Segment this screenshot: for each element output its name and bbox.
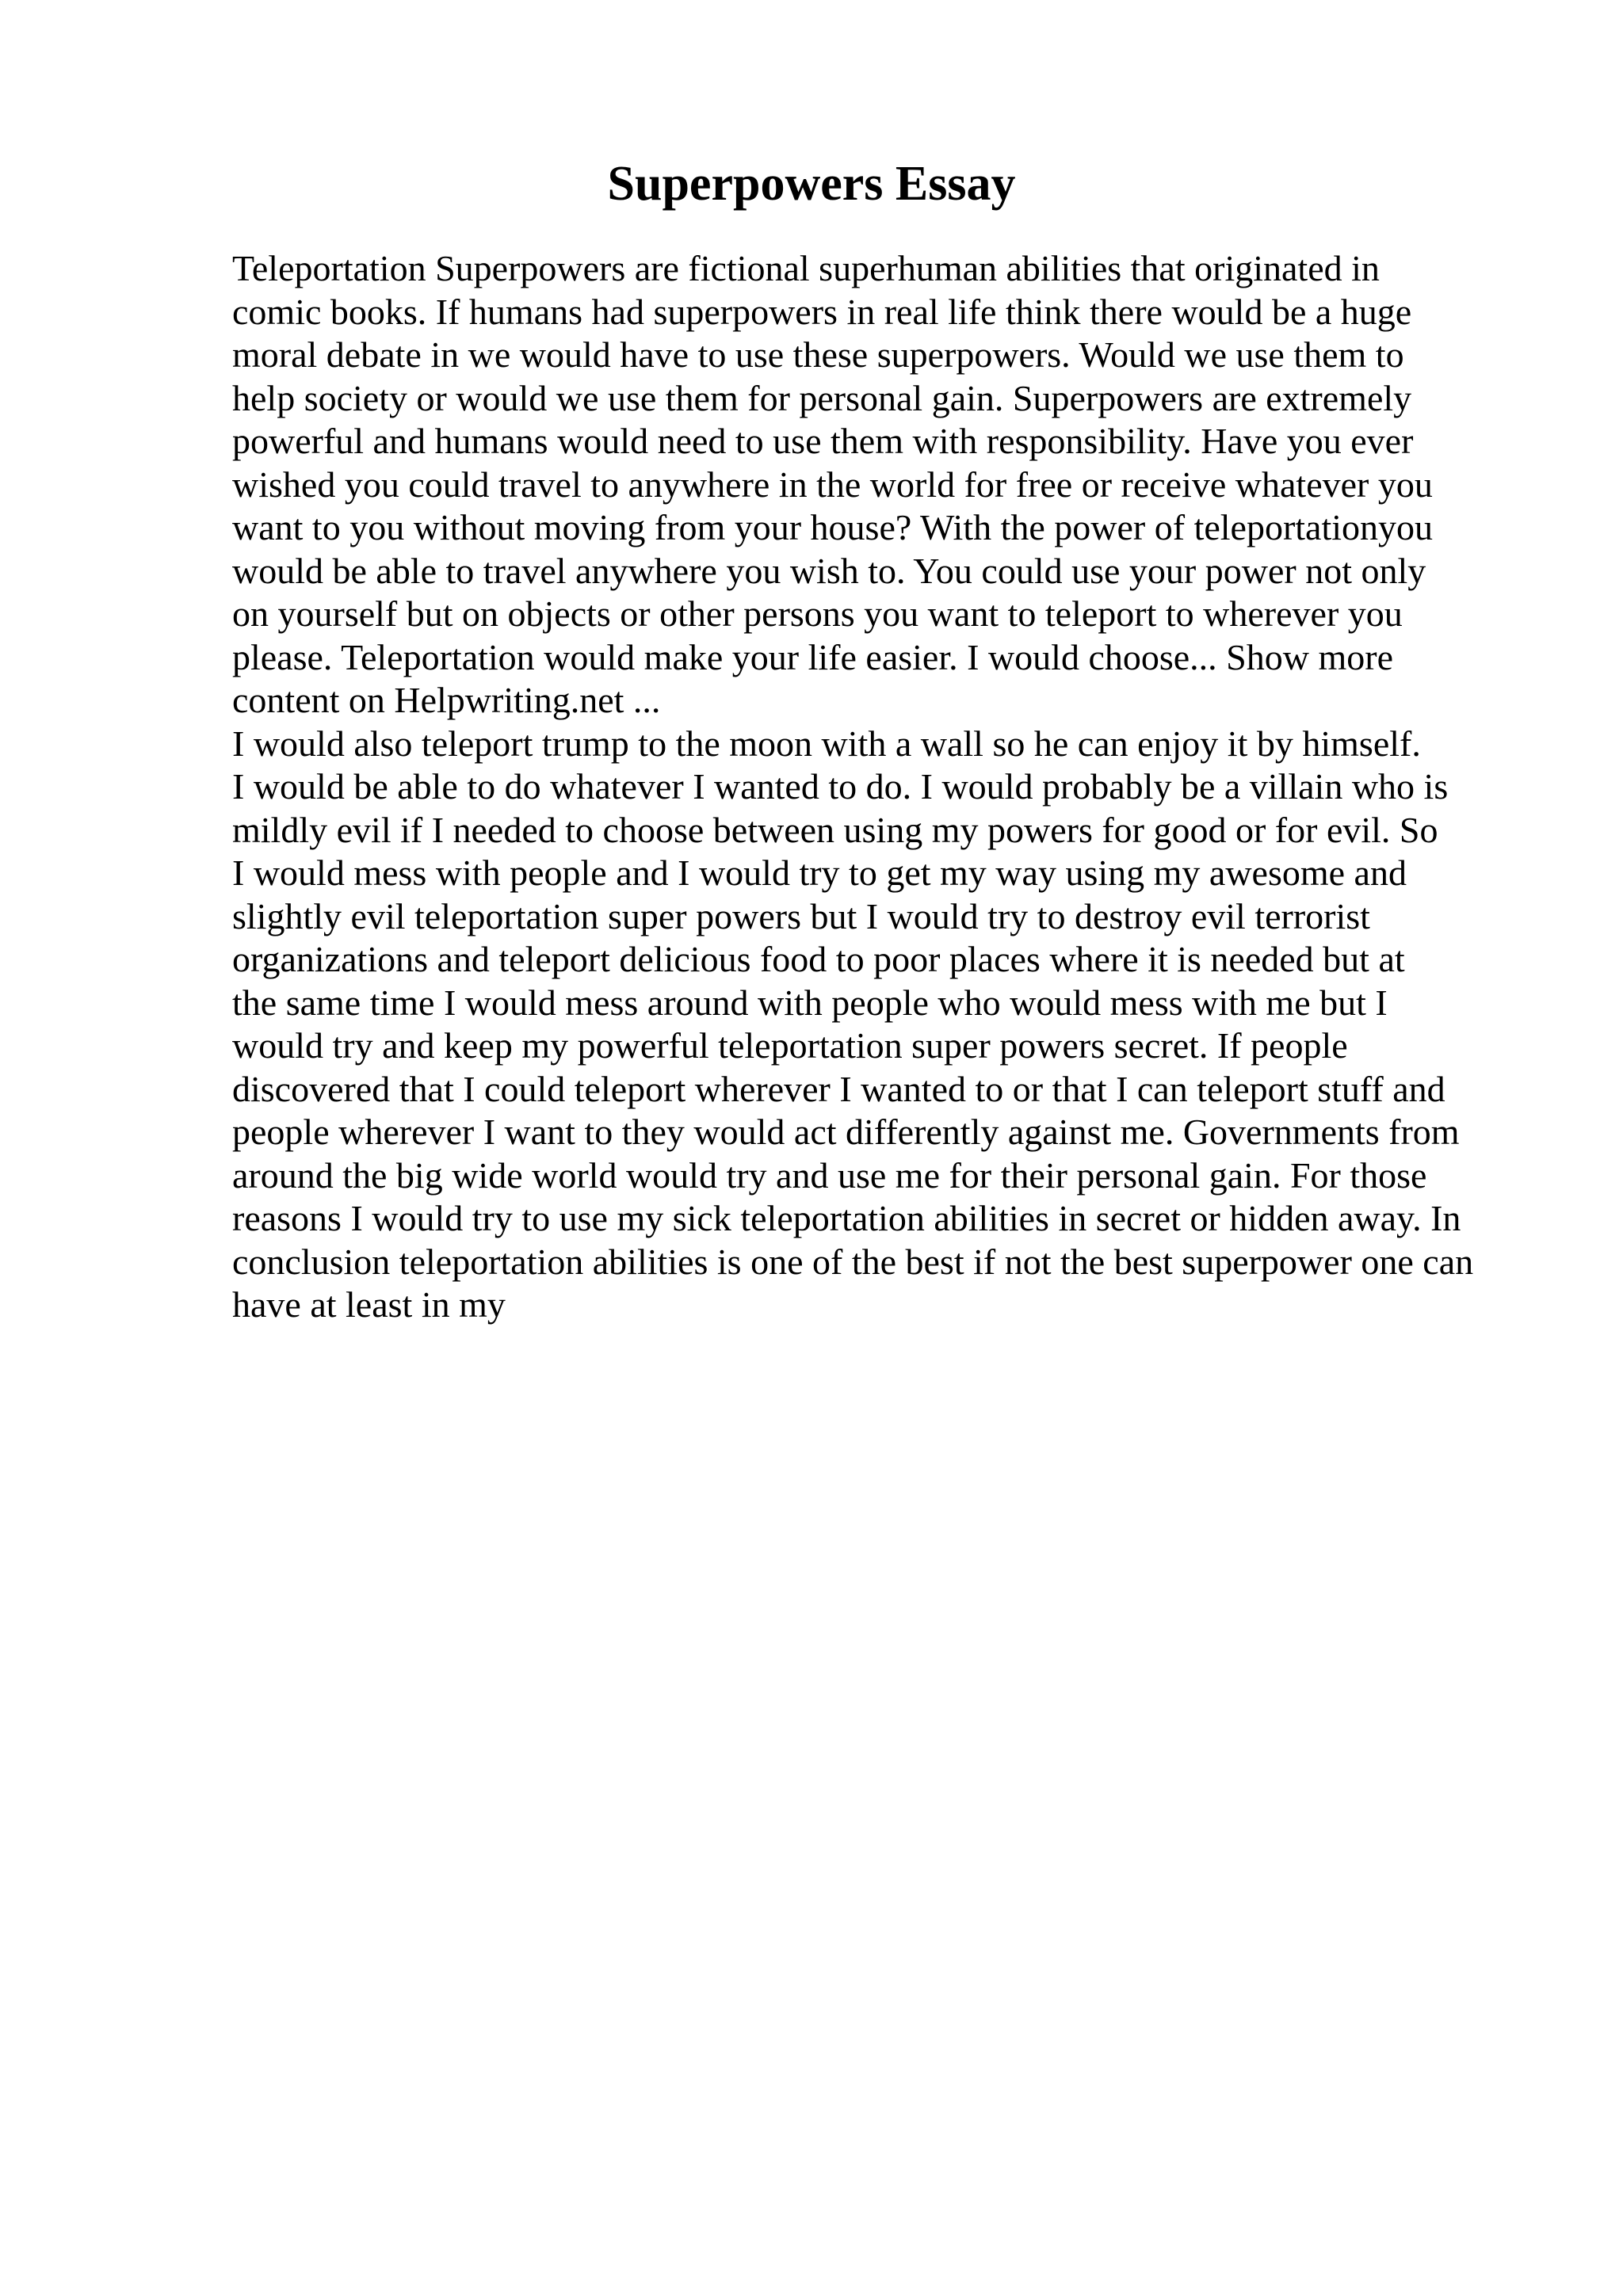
text-line: Teleportation Superpowers are fictional superhuman abilities that originated in <box>232 248 1380 288</box>
text-line: discovered that I could teleport wherever I wanted to or that I can teleport stuff and <box>232 1068 1445 1109</box>
text-line: I would also teleport trump to the moon with a wall so he can enjoy it by himself. <box>232 723 1421 764</box>
text-line: please. Teleportation would make your life easier. I would choose... Show more <box>232 636 1393 677</box>
text-line: I would mess with people and I would try to get my way using my awesome and <box>232 852 1407 893</box>
text-line: the same time I would mess around with people who would mess with me but I <box>232 982 1388 1023</box>
text-line: slightly evil teleportation super powers but I would try to destroy evil terrorist <box>232 895 1370 936</box>
document-title: Superpowers Essay <box>607 157 1016 211</box>
text-line: moral debate in we would have to use these superpowers. Would we use them to <box>232 334 1404 375</box>
text-line: would be able to travel anywhere you wish to. You could use your power not only <box>232 550 1426 591</box>
text-line: reasons I would try to use my sick teleportation abilities in secret or hidden away. In <box>232 1198 1461 1238</box>
text-line: conclusion teleportation abilities is one of the best if not the best superpower one can <box>232 1241 1474 1282</box>
essay-body <box>232 247 1500 1327</box>
text-line: would try and keep my powerful teleportation super powers secret. If people <box>232 1025 1348 1066</box>
text-line: help society or would we use them for personal gain. Superpowers are extremely <box>232 377 1412 418</box>
text-line: on yourself but on objects or other persons you want to teleport to wherever you <box>232 593 1403 634</box>
text-line: around the big wide world would try and use me for their personal gain. For those <box>232 1154 1427 1196</box>
text-line: I would be able to do whatever I wanted to do. I would probably be a villain who is <box>232 766 1449 807</box>
text-line: have at least in my <box>232 1284 506 1325</box>
text-line: content on Helpwriting.net ... <box>232 680 661 720</box>
text-line: powerful and humans would need to use them with responsibility. Have you ever <box>232 421 1414 461</box>
text-line: wished you could travel to anywhere in the world for free or receive whatever you <box>232 463 1433 505</box>
text-line: people wherever I want to they would act differently against me. Governments from <box>232 1112 1460 1152</box>
text-line: comic books. If humans had superpowers in real life think there would be a huge <box>232 291 1412 332</box>
text-line: want to you without moving from your house? With the power of teleportationyou <box>232 507 1434 547</box>
text-line: mildly evil if I needed to choose between using my powers for good or for evil. So <box>232 809 1438 850</box>
text-line: organizations and teleport delicious food to poor places where it is needed but at <box>232 939 1405 979</box>
